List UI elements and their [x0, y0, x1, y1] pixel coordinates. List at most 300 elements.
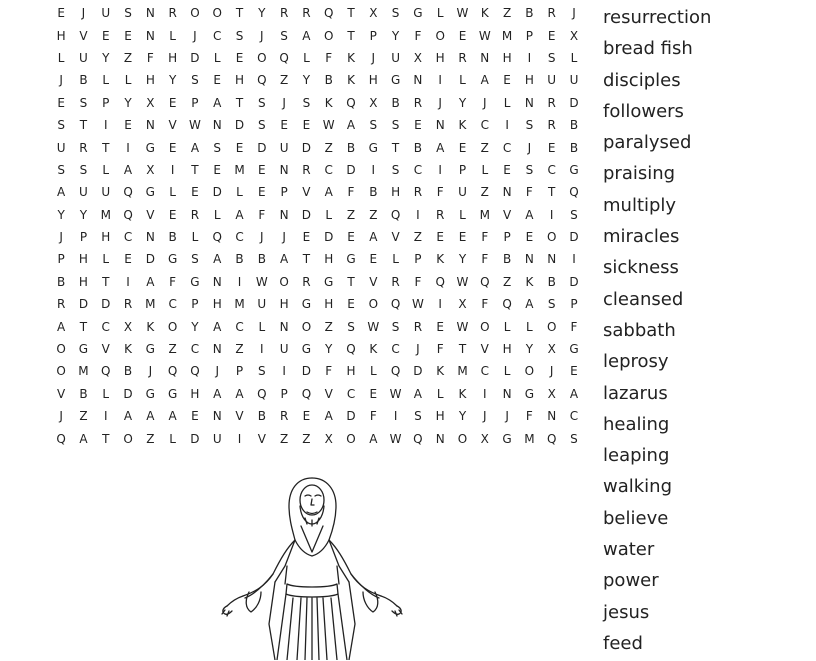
- grid-letter[interactable]: Z: [123, 50, 133, 65]
- grid-letter[interactable]: H: [324, 297, 334, 312]
- grid-letter[interactable]: M: [524, 431, 535, 446]
- grid-letter[interactable]: N: [212, 274, 222, 289]
- grid-letter[interactable]: G: [524, 386, 535, 401]
- grid-letter[interactable]: J: [527, 140, 532, 155]
- grid-letter[interactable]: L: [503, 319, 511, 334]
- grid-letter[interactable]: I: [438, 297, 442, 312]
- grid-letter[interactable]: E: [503, 73, 511, 88]
- grid-letter[interactable]: V: [391, 230, 400, 245]
- grid-letter[interactable]: Q: [323, 6, 334, 21]
- grid-letter[interactable]: A: [57, 185, 66, 200]
- grid-letter[interactable]: Q: [390, 207, 401, 222]
- grid-letter[interactable]: W: [478, 28, 491, 43]
- grid-letter[interactable]: Z: [369, 207, 378, 222]
- grid-letter[interactable]: C: [235, 319, 244, 334]
- grid-letter[interactable]: P: [102, 95, 110, 110]
- grid-letter[interactable]: X: [123, 319, 133, 334]
- grid-letter[interactable]: O: [123, 431, 133, 446]
- grid-letter[interactable]: F: [570, 319, 578, 334]
- grid-letter[interactable]: P: [280, 185, 288, 200]
- grid-letter[interactable]: E: [235, 50, 244, 65]
- grid-letter[interactable]: L: [124, 73, 132, 88]
- grid-letter[interactable]: A: [213, 386, 222, 401]
- grid-letter[interactable]: V: [146, 207, 155, 222]
- grid-letter[interactable]: D: [190, 50, 200, 65]
- grid-letter[interactable]: A: [480, 73, 489, 88]
- grid-letter[interactable]: I: [282, 364, 286, 379]
- grid-letter[interactable]: P: [191, 297, 199, 312]
- grid-letter[interactable]: F: [481, 297, 489, 312]
- grid-letter[interactable]: C: [101, 319, 110, 334]
- grid-letter[interactable]: V: [57, 386, 66, 401]
- grid-letter[interactable]: E: [302, 230, 311, 245]
- grid-letter[interactable]: L: [236, 185, 243, 200]
- grid-letter[interactable]: I: [126, 274, 130, 289]
- grid-letter[interactable]: I: [170, 162, 175, 177]
- grid-letter[interactable]: I: [549, 207, 554, 222]
- grid-letter[interactable]: A: [436, 140, 445, 155]
- grid-letter[interactable]: P: [191, 95, 199, 110]
- grid-letter[interactable]: A: [123, 409, 133, 424]
- grid-letter[interactable]: H: [212, 297, 222, 312]
- grid-letter[interactable]: K: [458, 118, 467, 133]
- grid-letter[interactable]: N: [502, 386, 512, 401]
- grid-letter[interactable]: W: [411, 297, 424, 312]
- grid-letter[interactable]: S: [302, 95, 311, 110]
- grid-letter[interactable]: S: [525, 118, 534, 133]
- grid-letter[interactable]: V: [101, 342, 110, 357]
- grid-letter[interactable]: Q: [346, 342, 356, 357]
- grid-letter[interactable]: F: [414, 28, 422, 43]
- grid-letter[interactable]: Q: [546, 431, 557, 446]
- grid-letter[interactable]: P: [280, 386, 288, 401]
- grid-letter[interactable]: E: [525, 230, 534, 245]
- grid-letter[interactable]: T: [302, 252, 311, 267]
- grid-letter[interactable]: C: [213, 28, 222, 43]
- grid-letter[interactable]: D: [234, 118, 245, 133]
- grid-letter[interactable]: B: [569, 118, 579, 133]
- grid-letter[interactable]: D: [301, 140, 312, 155]
- grid-letter[interactable]: U: [101, 6, 111, 21]
- grid-letter[interactable]: Z: [280, 73, 289, 88]
- grid-letter[interactable]: X: [146, 162, 155, 177]
- grid-letter[interactable]: H: [168, 50, 178, 65]
- grid-letter[interactable]: C: [168, 297, 177, 312]
- grid-letter[interactable]: O: [323, 28, 334, 43]
- grid-letter[interactable]: L: [436, 386, 444, 401]
- grid-letter[interactable]: S: [124, 6, 132, 21]
- grid-letter[interactable]: H: [391, 185, 401, 200]
- grid-letter[interactable]: E: [168, 140, 177, 155]
- grid-letter[interactable]: I: [416, 207, 420, 222]
- grid-letter[interactable]: H: [56, 28, 66, 43]
- grid-letter[interactable]: X: [369, 95, 378, 110]
- grid-letter[interactable]: F: [369, 409, 377, 424]
- grid-letter[interactable]: T: [191, 162, 199, 177]
- grid-letter[interactable]: K: [347, 73, 355, 88]
- grid-letter[interactable]: G: [301, 297, 312, 312]
- grid-letter[interactable]: E: [213, 73, 222, 88]
- grid-letter[interactable]: Q: [346, 95, 356, 110]
- grid-letter[interactable]: T: [347, 274, 355, 289]
- grid-letter[interactable]: O: [546, 319, 557, 334]
- grid-letter[interactable]: Z: [324, 319, 333, 334]
- grid-letter[interactable]: H: [435, 409, 445, 424]
- grid-letter[interactable]: E: [124, 28, 132, 43]
- grid-letter[interactable]: S: [570, 207, 578, 222]
- grid-letter[interactable]: O: [190, 6, 200, 21]
- grid-letter[interactable]: N: [279, 162, 289, 177]
- grid-letter[interactable]: Q: [212, 230, 222, 245]
- grid-letter[interactable]: L: [570, 50, 578, 65]
- grid-letter[interactable]: A: [324, 409, 333, 424]
- grid-letter[interactable]: L: [169, 431, 176, 446]
- grid-letter[interactable]: I: [103, 409, 108, 424]
- grid-letter[interactable]: J: [505, 409, 509, 424]
- grid-letter[interactable]: H: [78, 274, 88, 289]
- grid-letter[interactable]: H: [368, 73, 378, 88]
- grid-letter[interactable]: S: [258, 364, 266, 379]
- grid-letter[interactable]: Q: [123, 207, 133, 222]
- grid-letter[interactable]: N: [547, 252, 557, 267]
- grid-letter[interactable]: F: [347, 185, 355, 200]
- grid-letter[interactable]: Z: [302, 431, 311, 446]
- grid-letter[interactable]: H: [78, 252, 88, 267]
- grid-letter[interactable]: E: [280, 118, 288, 133]
- grid-letter[interactable]: N: [524, 252, 534, 267]
- grid-letter[interactable]: V: [369, 274, 378, 289]
- grid-letter[interactable]: L: [503, 95, 511, 110]
- grid-letter[interactable]: Y: [168, 73, 177, 88]
- grid-letter[interactable]: L: [459, 207, 466, 222]
- grid-letter[interactable]: W: [255, 274, 268, 289]
- grid-letter[interactable]: S: [57, 118, 65, 133]
- grid-letter[interactable]: A: [190, 140, 200, 155]
- grid-letter[interactable]: Y: [79, 207, 88, 222]
- grid-letter[interactable]: A: [346, 118, 356, 133]
- grid-letter[interactable]: I: [371, 162, 376, 177]
- grid-letter[interactable]: N: [279, 207, 289, 222]
- grid-letter[interactable]: N: [145, 6, 155, 21]
- grid-letter[interactable]: J: [483, 95, 487, 110]
- grid-letter[interactable]: F: [325, 364, 333, 379]
- grid-letter[interactable]: L: [258, 319, 266, 334]
- grid-letter[interactable]: L: [57, 50, 65, 65]
- grid-letter[interactable]: B: [547, 274, 556, 289]
- grid-letter[interactable]: T: [79, 118, 88, 133]
- grid-letter[interactable]: O: [546, 230, 557, 245]
- grid-letter[interactable]: Q: [257, 73, 267, 88]
- grid-letter[interactable]: N: [212, 118, 222, 133]
- grid-letter[interactable]: H: [502, 50, 512, 65]
- grid-letter[interactable]: J: [59, 409, 63, 424]
- grid-letter[interactable]: S: [391, 319, 400, 334]
- grid-letter[interactable]: C: [235, 230, 244, 245]
- grid-letter[interactable]: D: [145, 252, 155, 267]
- grid-letter[interactable]: S: [414, 409, 422, 424]
- grid-letter[interactable]: A: [146, 274, 155, 289]
- grid-letter[interactable]: I: [237, 431, 242, 446]
- grid-letter[interactable]: Q: [569, 185, 579, 200]
- grid-letter[interactable]: E: [369, 386, 378, 401]
- grid-letter[interactable]: R: [547, 95, 556, 110]
- grid-letter[interactable]: D: [257, 140, 267, 155]
- grid-letter[interactable]: Z: [235, 342, 244, 357]
- grid-letter[interactable]: P: [57, 252, 65, 267]
- grid-letter[interactable]: Q: [435, 274, 445, 289]
- grid-letter[interactable]: E: [503, 162, 511, 177]
- grid-letter[interactable]: C: [190, 342, 200, 357]
- grid-letter[interactable]: G: [390, 73, 401, 88]
- grid-letter[interactable]: B: [168, 230, 177, 245]
- grid-letter[interactable]: W: [389, 386, 402, 401]
- grid-letter[interactable]: C: [324, 162, 333, 177]
- grid-letter[interactable]: R: [168, 6, 177, 21]
- grid-letter[interactable]: G: [167, 386, 178, 401]
- grid-letter[interactable]: P: [570, 297, 578, 312]
- grid-letter[interactable]: A: [235, 386, 244, 401]
- grid-letter[interactable]: L: [191, 230, 199, 245]
- grid-letter[interactable]: O: [368, 297, 379, 312]
- grid-letter[interactable]: S: [191, 252, 199, 267]
- grid-letter[interactable]: E: [57, 95, 65, 110]
- grid-letter[interactable]: K: [324, 95, 333, 110]
- grid-letter[interactable]: T: [235, 6, 244, 21]
- grid-letter[interactable]: E: [168, 207, 177, 222]
- grid-letter[interactable]: B: [57, 274, 66, 289]
- grid-letter[interactable]: O: [56, 364, 66, 379]
- grid-letter[interactable]: A: [235, 207, 244, 222]
- grid-letter[interactable]: U: [79, 185, 88, 200]
- grid-letter[interactable]: Q: [257, 386, 267, 401]
- grid-letter[interactable]: L: [102, 252, 110, 267]
- grid-letter[interactable]: B: [346, 140, 356, 155]
- grid-letter[interactable]: A: [302, 28, 311, 43]
- grid-letter[interactable]: P: [525, 28, 533, 43]
- grid-letter[interactable]: O: [480, 319, 490, 334]
- grid-letter[interactable]: X: [569, 28, 579, 43]
- grid-letter[interactable]: D: [123, 386, 133, 401]
- grid-letter[interactable]: R: [391, 274, 400, 289]
- grid-letter[interactable]: G: [569, 342, 579, 357]
- grid-letter[interactable]: I: [505, 118, 509, 133]
- grid-letter[interactable]: T: [102, 431, 110, 446]
- grid-letter[interactable]: T: [102, 274, 110, 289]
- grid-letter[interactable]: F: [525, 409, 533, 424]
- grid-letter[interactable]: M: [501, 28, 513, 43]
- grid-letter[interactable]: E: [347, 297, 355, 312]
- grid-letter[interactable]: J: [371, 50, 376, 65]
- grid-letter[interactable]: P: [235, 364, 244, 379]
- grid-letter[interactable]: U: [212, 431, 222, 446]
- grid-letter[interactable]: Q: [167, 364, 178, 379]
- grid-letter[interactable]: C: [413, 162, 423, 177]
- grid-letter[interactable]: R: [302, 274, 311, 289]
- grid-letter[interactable]: G: [569, 162, 579, 177]
- grid-letter[interactable]: G: [346, 252, 356, 267]
- grid-letter[interactable]: L: [459, 73, 466, 88]
- grid-letter[interactable]: I: [438, 73, 442, 88]
- grid-letter[interactable]: P: [414, 252, 422, 267]
- grid-letter[interactable]: H: [190, 386, 200, 401]
- grid-letter[interactable]: E: [57, 6, 65, 21]
- grid-letter[interactable]: J: [193, 28, 197, 43]
- grid-letter[interactable]: J: [483, 409, 487, 424]
- grid-letter[interactable]: A: [57, 319, 66, 334]
- grid-letter[interactable]: E: [347, 230, 355, 245]
- grid-letter[interactable]: E: [570, 364, 578, 379]
- grid-letter[interactable]: Y: [325, 342, 333, 357]
- grid-letter[interactable]: L: [169, 28, 176, 43]
- grid-letter[interactable]: W: [188, 118, 201, 133]
- grid-letter[interactable]: F: [258, 207, 266, 222]
- grid-letter[interactable]: D: [190, 431, 200, 446]
- grid-letter[interactable]: J: [260, 28, 264, 43]
- grid-letter[interactable]: S: [547, 50, 556, 65]
- grid-letter[interactable]: G: [190, 274, 200, 289]
- grid-letter[interactable]: B: [569, 140, 579, 155]
- grid-letter[interactable]: S: [570, 431, 578, 446]
- grid-letter[interactable]: E: [168, 95, 177, 110]
- grid-letter[interactable]: Z: [502, 6, 512, 21]
- grid-letter[interactable]: I: [103, 118, 108, 133]
- grid-letter[interactable]: D: [301, 364, 312, 379]
- grid-letter[interactable]: A: [168, 409, 177, 424]
- grid-letter[interactable]: I: [572, 252, 576, 267]
- grid-letter[interactable]: A: [369, 431, 378, 446]
- grid-letter[interactable]: I: [393, 409, 398, 424]
- grid-letter[interactable]: O: [279, 274, 289, 289]
- grid-letter[interactable]: G: [413, 6, 423, 21]
- grid-letter[interactable]: A: [369, 230, 378, 245]
- grid-letter[interactable]: F: [325, 50, 333, 65]
- grid-letter[interactable]: J: [572, 6, 576, 21]
- grid-letter[interactable]: J: [549, 364, 554, 379]
- grid-letter[interactable]: T: [235, 95, 244, 110]
- grid-letter[interactable]: S: [191, 73, 199, 88]
- grid-letter[interactable]: B: [235, 252, 244, 267]
- grid-letter[interactable]: I: [237, 274, 242, 289]
- grid-letter[interactable]: A: [146, 409, 155, 424]
- grid-letter[interactable]: Z: [146, 431, 155, 446]
- grid-letter[interactable]: S: [258, 95, 266, 110]
- grid-letter[interactable]: D: [301, 207, 312, 222]
- grid-letter[interactable]: F: [481, 252, 489, 267]
- grid-letter[interactable]: Q: [101, 364, 111, 379]
- grid-letter[interactable]: X: [458, 297, 467, 312]
- grid-letter[interactable]: J: [59, 73, 63, 88]
- grid-letter[interactable]: A: [213, 252, 222, 267]
- grid-letter[interactable]: S: [391, 6, 400, 21]
- grid-letter[interactable]: S: [235, 28, 244, 43]
- grid-letter[interactable]: S: [57, 162, 65, 177]
- grid-letter[interactable]: O: [56, 342, 66, 357]
- grid-letter[interactable]: X: [324, 431, 333, 446]
- grid-letter[interactable]: U: [56, 140, 66, 155]
- grid-letter[interactable]: E: [414, 118, 422, 133]
- grid-letter[interactable]: E: [213, 162, 222, 177]
- grid-letter[interactable]: Z: [346, 207, 356, 222]
- grid-letter[interactable]: U: [458, 185, 467, 200]
- grid-letter[interactable]: S: [213, 140, 222, 155]
- grid-letter[interactable]: R: [413, 319, 423, 334]
- grid-letter[interactable]: D: [78, 297, 89, 312]
- grid-letter[interactable]: B: [502, 252, 512, 267]
- grid-letter[interactable]: A: [324, 185, 333, 200]
- grid-letter[interactable]: D: [101, 297, 111, 312]
- grid-letter[interactable]: K: [525, 274, 534, 289]
- grid-letter[interactable]: U: [279, 342, 289, 357]
- grid-letter[interactable]: J: [282, 95, 286, 110]
- grid-letter[interactable]: X: [146, 95, 155, 110]
- grid-letter[interactable]: E: [369, 252, 378, 267]
- grid-letter[interactable]: Z: [79, 409, 88, 424]
- grid-letter[interactable]: E: [124, 252, 132, 267]
- grid-letter[interactable]: S: [280, 28, 288, 43]
- grid-letter[interactable]: F: [146, 50, 154, 65]
- grid-letter[interactable]: D: [569, 95, 579, 110]
- grid-letter[interactable]: T: [548, 185, 556, 200]
- grid-letter[interactable]: Y: [57, 207, 65, 222]
- grid-letter[interactable]: F: [169, 274, 177, 289]
- grid-letter[interactable]: D: [569, 230, 579, 245]
- grid-letter[interactable]: E: [458, 140, 467, 155]
- grid-letter[interactable]: S: [347, 319, 355, 334]
- grid-letter[interactable]: I: [438, 162, 442, 177]
- grid-letter[interactable]: C: [547, 162, 556, 177]
- grid-letter[interactable]: S: [391, 118, 400, 133]
- grid-letter[interactable]: L: [503, 364, 511, 379]
- grid-letter[interactable]: N: [279, 319, 289, 334]
- grid-letter[interactable]: B: [413, 140, 423, 155]
- grid-letter[interactable]: V: [257, 431, 266, 446]
- grid-letter[interactable]: B: [79, 73, 88, 88]
- grid-letter[interactable]: V: [168, 118, 177, 133]
- grid-letter[interactable]: W: [322, 118, 335, 133]
- grid-letter[interactable]: W: [389, 431, 402, 446]
- grid-letter[interactable]: Y: [525, 342, 534, 357]
- grid-letter[interactable]: E: [547, 140, 556, 155]
- grid-letter[interactable]: O: [301, 319, 312, 334]
- grid-letter[interactable]: N: [145, 28, 155, 43]
- grid-letter[interactable]: Q: [502, 297, 512, 312]
- grid-letter[interactable]: Z: [502, 274, 512, 289]
- grid-letter[interactable]: K: [146, 319, 155, 334]
- grid-letter[interactable]: F: [414, 274, 422, 289]
- grid-letter[interactable]: O: [212, 6, 222, 21]
- grid-letter[interactable]: G: [145, 386, 155, 401]
- grid-letter[interactable]: K: [436, 364, 445, 379]
- grid-letter[interactable]: X: [547, 342, 556, 357]
- grid-letter[interactable]: K: [480, 6, 489, 21]
- grid-letter[interactable]: L: [369, 364, 377, 379]
- grid-letter[interactable]: Q: [123, 185, 133, 200]
- grid-letter[interactable]: E: [302, 409, 311, 424]
- grid-letter[interactable]: Z: [413, 230, 423, 245]
- grid-letter[interactable]: R: [79, 140, 88, 155]
- grid-letter[interactable]: A: [213, 95, 222, 110]
- grid-letter[interactable]: J: [59, 230, 63, 245]
- grid-letter[interactable]: C: [346, 386, 356, 401]
- grid-letter[interactable]: W: [456, 274, 469, 289]
- grid-letter[interactable]: E: [436, 319, 444, 334]
- grid-letter[interactable]: U: [569, 73, 579, 88]
- grid-letter[interactable]: O: [457, 431, 468, 446]
- grid-letter[interactable]: T: [102, 140, 110, 155]
- grid-letter[interactable]: N: [145, 118, 155, 133]
- grid-letter[interactable]: H: [279, 297, 289, 312]
- grid-letter[interactable]: S: [258, 118, 266, 133]
